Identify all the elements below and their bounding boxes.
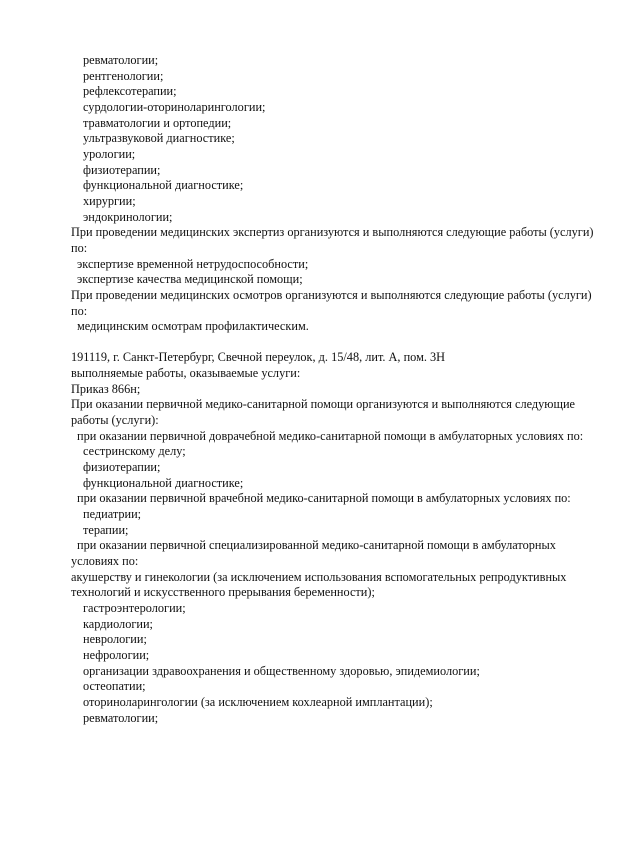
spec-heading: при оказании первичной специализированной медико-санитарной помощи в амбулаторных условиях по: [71,538,556,568]
list-item: оториноларингологии (за исключением кохлеарной имплантации); [83,694,433,709]
order-reference: Приказ 866н; [71,381,141,396]
list-item: терапии; [83,522,129,537]
list-item: остеопатии; [83,679,146,694]
list-item: педиатрии; [83,507,142,522]
spacer [71,335,611,351]
list-item: рентгенологии; [83,68,164,83]
address: 191119, г. Санкт-Петербург, Свечной переулок, д. 15/48, лит. А, пом. 3Н [71,350,446,365]
list-item [71,570,606,601]
exams-heading: При проведении медицинских осмотров организуются и выполняются следующие работы (услуги) по: [71,287,592,318]
specialty-list-continued [71,53,611,225]
primary-care-heading: При оказании первичной медико-санитарной помощи организуются и выполняются следующие работы (услуги): [71,397,575,428]
prevrach-heading: при оказании первичной доврачебной медико-санитарной помощи в амбулаторных условиях по: [77,428,584,443]
list-item: травматологии и ортопедии; [83,115,232,130]
list-item: сурдологии-оториноларингологии; [83,99,266,114]
list-item: экспертизе качества медицинской помощи; [77,272,303,287]
list-item: функциональной диагностике; [83,475,244,490]
list-item: эндокринологии; [83,209,173,224]
list-item: урологии; [83,146,136,161]
list-item: медицинским осмотрам профилактическим. [77,319,309,334]
list-item: неврологии; [83,632,147,647]
document-page [71,53,611,726]
works-label: выполняемые работы, оказываемые услуги: [71,366,301,381]
list-item: физиотерапии; [83,162,161,177]
list-item: рефлексотерапии; [83,84,177,99]
list-item: сестринскому делу; [83,444,186,459]
list-item: гастроэнтерологии; [83,600,186,615]
list-item-text: акушерству и гинекологии (за исключением использования вспомогательных репродуктивных технологий и искусственного прерывания беременности); [71,569,567,600]
vrach-heading: при оказании первичной врачебной медико-санитарной помощи в амбулаторных условиях по: [77,491,571,506]
list-item: организации здравоохранения и общественному здоровью, эпидемиологии; [83,663,480,678]
list-item: функциональной диагностике; [83,178,244,193]
expertise-heading: При проведении медицинских экспертиз организуются и выполняются следующие работы (услуги) по: [71,225,594,255]
list-item: экспертизе временной нетрудоспособности; [77,256,309,271]
list-item: нефрологии; [83,647,150,662]
list-item: физиотерапии; [83,460,161,475]
list-item: ревматологии; [83,53,159,67]
list-item: ультразвуковой диагностике; [83,131,235,146]
list-item: кардиологии; [83,616,153,631]
list-item: хирургии; [83,193,136,208]
list-item: ревматологии; [83,710,159,725]
